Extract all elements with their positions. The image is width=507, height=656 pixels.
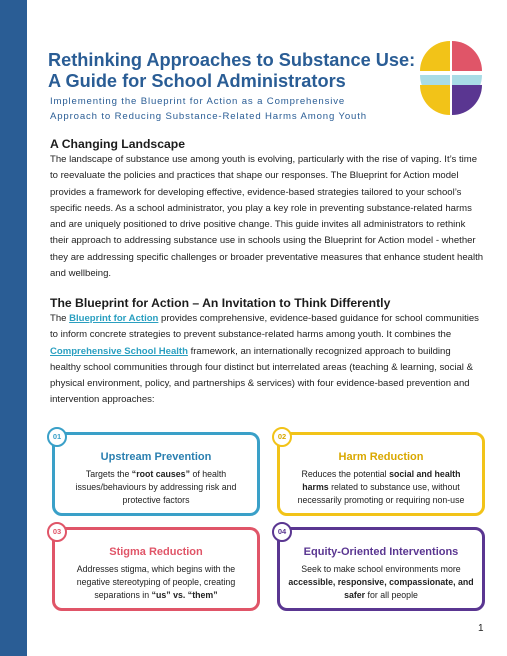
card-stigma-reduction: [52, 527, 260, 611]
card-description: Reduces the potential social and health harms related to substance use, without necessarily promoting or requiring non-use: [297, 469, 465, 505]
card-description: Addresses stigma, which begins with the negative stereotyping of people, creating separations in “us” vs. “them”: [76, 564, 236, 600]
card-description: Targets the “root causes” of health issues/behaviours by addressing risk and protective factors: [75, 469, 237, 505]
card-title: Harm Reduction: [338, 451, 424, 463]
comprehensive-school-health-link[interactable]: Comprehensive School Health: [50, 345, 188, 357]
page-subtitle: Implementing the Blueprint for Action as a Comprehensive Approach to Reducing Substance-Related Harms Among Youth: [50, 96, 367, 122]
page-sidebar-band: [0, 0, 27, 656]
card-number-badge: 04: [272, 522, 292, 542]
card-number-badge: 03: [47, 522, 67, 542]
card-title: Equity-Oriented Interventions: [303, 546, 459, 558]
paragraph-changing-landscape: The landscape of substance use among youth is evolving, particularly with the rise of vaping. It’s time to reevaluate the policies and practices that shape our responses. The Blueprint for Action model provides a framework for developing effective, evidence-based strategies tailored to your school’s specific needs. As a school administrator, you play a key role in preventing substance-related harms and are uniquely positioned to drive positive change. This guide invites all administrators to rethink their approach to addressing substance use in schools using the Blueprint for Action model - whether they are addressing specific challenges or broader preventative measures that enhance student health and wellbeing.: [50, 154, 484, 280]
page-number: 1: [478, 623, 484, 634]
blueprint-for-action-link[interactable]: Blueprint for Action: [69, 313, 159, 324]
card-harm-reduction: [277, 432, 485, 516]
card-description: Seek to make school environments more accessible, responsive, compassionate, and safer for all people: [288, 564, 474, 600]
card-upstream-prevention: [52, 432, 260, 516]
section-heading-changing-landscape: A Changing Landscape: [50, 137, 185, 151]
card-equity-oriented-interventions: [277, 527, 485, 611]
logo-purple-quarter: [452, 85, 482, 115]
logo-red-quarter: [452, 41, 482, 71]
section-heading-blueprint: The Blueprint for Action – An Invitation to Think Differently: [50, 296, 391, 310]
card-title: Stigma Reduction: [109, 546, 203, 558]
paragraph-blueprint: The Blueprint for Action provides comprehensive, evidence-based guidance for school communities to inform concrete strategies to prevent substance-related harms among youth. It combines the Comprehensive School Health framework, an internationally recognized approach to building healthy school communities through four distinct but interrelated areas (teaching & learning, social & physical environment, policy, and partnerships & services) with four evidence-based prevention and intervention approaches:: [50, 313, 479, 406]
page-title: Rethinking Approaches to Substance Use: A Guide for School Administrators: [48, 50, 416, 91]
card-number-badge: 02: [272, 427, 292, 447]
card-number-badge: 01: [47, 427, 67, 447]
card-title: Upstream Prevention: [100, 451, 212, 463]
